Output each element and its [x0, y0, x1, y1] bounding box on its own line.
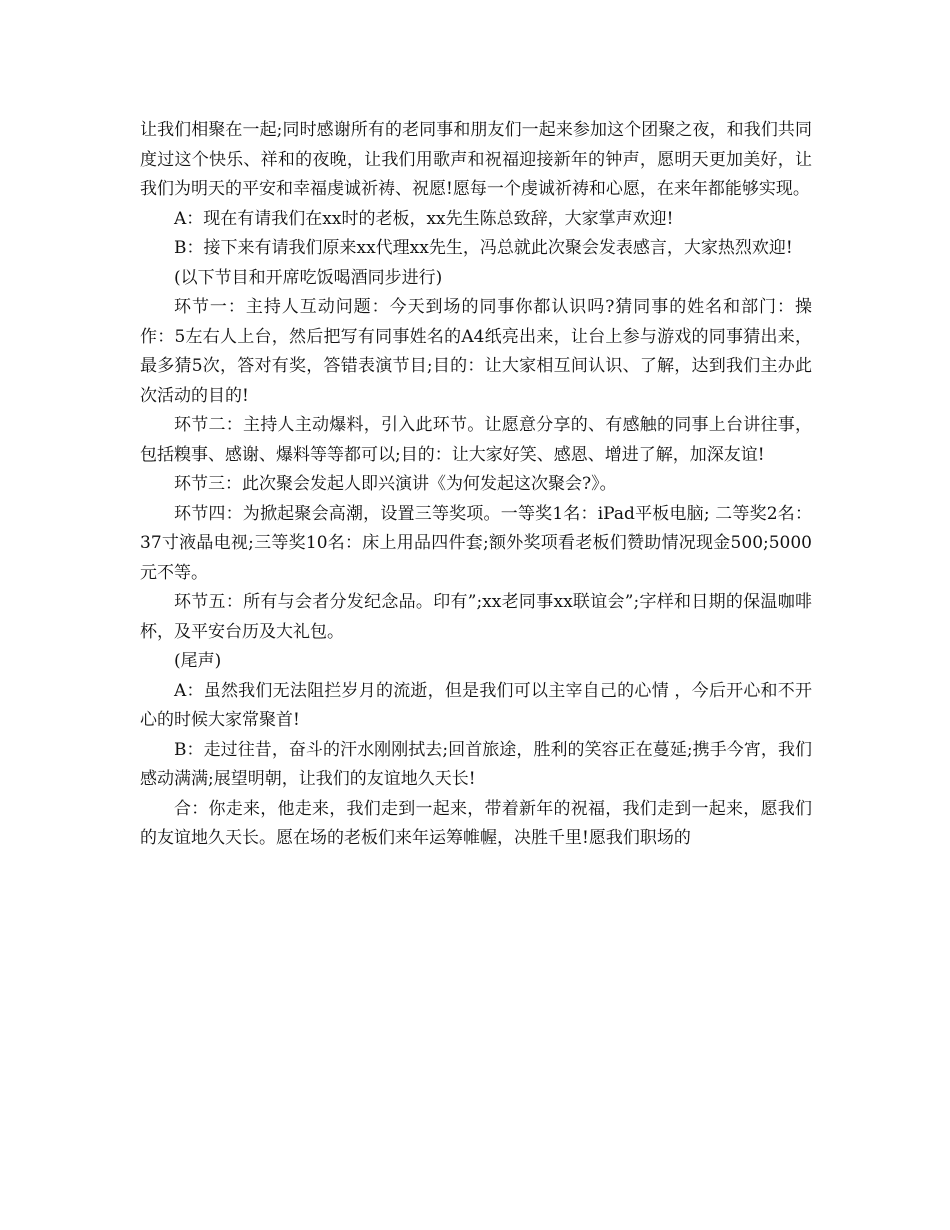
paragraph-host-a-closing: A：虽然我们无法阻拦岁月的流逝，但是我们可以主宰自己的心情 ，今后开心和不开心的时候大家常聚首! [140, 680, 812, 730]
paragraph-segment-two: 环节二：主持人主动爆料，引入此环节。让愿意分享的、有感触的同事上台讲往事，包括糗事、感谢、爆料等等都可以;目的：让大家好笑、感恩、增进了解，加深友谊! [140, 415, 812, 465]
paragraph-segment-three: 环节三：此次聚会发起人即兴演讲《为何发起这次聚会?》。 [174, 474, 617, 494]
document-page [140, 116, 812, 854]
paragraph-host-a-invite: A：现在有请我们在xx时的老板，xx先生陈总致辞，大家掌声欢迎! [174, 208, 674, 229]
paragraph-segment-four: 环节四：为掀起聚会高潮，设置三等奖项。一等奖1名：iPad平板电脑; 二等奖2名： 37寸液晶电视;三等奖10名：床上用品四件套;额外奖项看老板们赞助情况现金500;5000元不等。 [140, 503, 812, 583]
paragraph-program-note: (以下节目和开席吃饭喝酒同步进行) [174, 267, 443, 288]
paragraph-segment-one: 环节一：主持人互动问题：今天到场的同事你都认识吗?猜同事的姓名和部门：操作：5左右人上台，然后把写有同事姓名的A4纸亮出来，让台上参与游戏的同事猜出来，最多猜5次，答对有奖，答错表演节目;目的：让大家相互间认识、了解，达到我们主办此次活动的目的! [140, 297, 812, 406]
paragraph-together-closing: 合：你走来，他走来，我们走到一起来，带着新年的祝福，我们走到一起来，愿我们的友谊地久天长。愿在场的老板们来年运筹帷幄，决胜千里!愿我们职场的 [140, 798, 812, 848]
paragraph-epilogue-heading: (尾声) [174, 651, 222, 671]
paragraph-host-b-closing: B：走过往昔，奋斗的汗水刚刚拭去;回首旅途，胜利的笑容正在蔓延;携手今宵，我们感动满满;展望明朝，让我们的友谊地久天长! [140, 739, 812, 789]
paragraph-opening-continuation: 让我们相聚在一起;同时感谢所有的老同事和朋友们一起来参加这个团聚之夜，和我们共同度过这个快乐、祥和的夜晚，让我们用歌声和祝福迎接新年的钟声，愿明天更加美好，让我们为明天的平安和幸福虔诚祈祷、祝愿!愿每一个虔诚祈祷和心愿，在来年都能够实现。 [140, 120, 812, 199]
paragraph-segment-five: 环节五：所有与会者分发纪念品。印有”;xx老同事xx联谊会”;字样和日期的保温咖啡杯，及平安台历及大礼包。 [140, 592, 812, 642]
paragraph-host-b-invite: B：接下来有请我们原来xx代理xx先生，冯总就此次聚会发表感言，大家热烈欢迎! [174, 238, 793, 258]
